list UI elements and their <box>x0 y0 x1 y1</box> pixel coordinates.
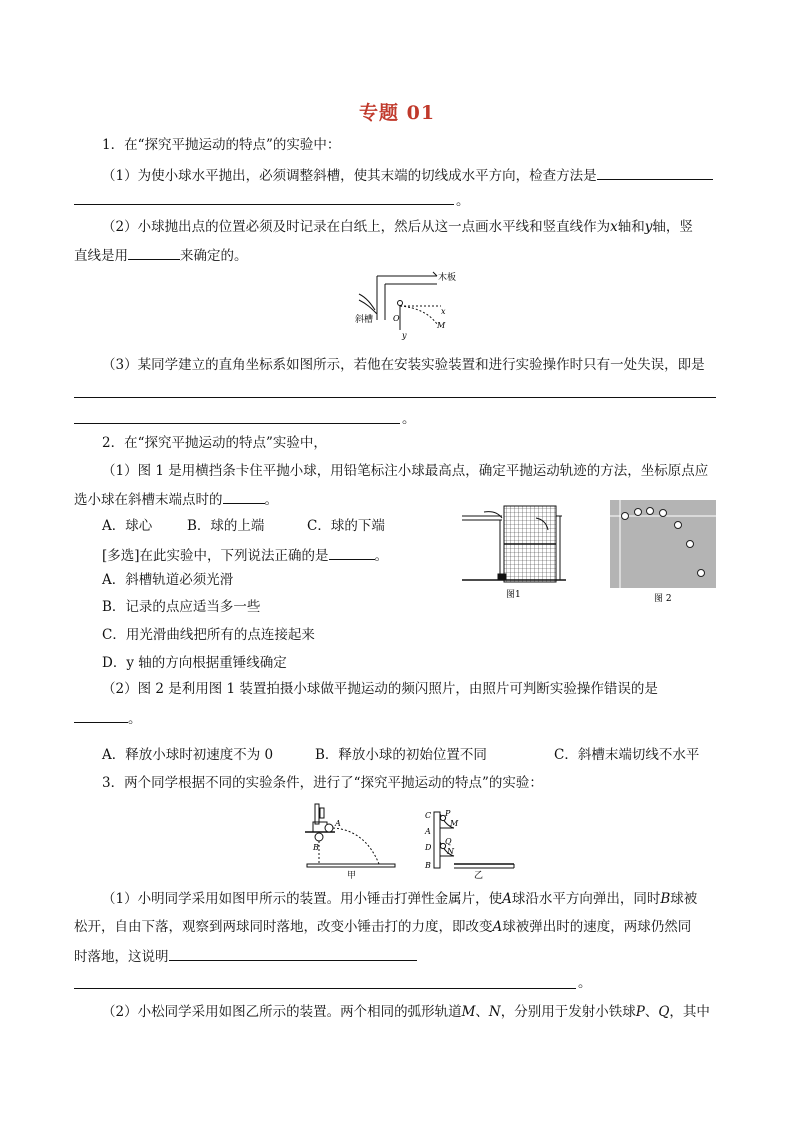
q2-part2-end: 。 <box>128 711 142 727</box>
label-p: P <box>445 809 451 818</box>
q2-stem: 2．在“探究平抛运动的特点”实验中， <box>102 435 327 451</box>
q1-part1 <box>102 165 713 185</box>
sep: 、 <box>644 1004 659 1020</box>
q3-part1-text-c: 球被 <box>670 891 698 907</box>
answer-line[interactable] <box>74 204 454 205</box>
label-b: B <box>425 861 431 870</box>
q2-option-c2: C．用光滑曲线把所有的点连接起来 <box>102 627 315 643</box>
chute-curve <box>484 512 502 518</box>
var-n: N <box>488 1004 501 1020</box>
foot <box>498 574 506 580</box>
var-b: B <box>660 891 671 907</box>
ground <box>307 864 395 867</box>
label-chute: 斜槽 <box>355 315 374 325</box>
vertical-board <box>434 812 440 868</box>
q1-part3: （3）某同学建立的直角坐标系如图所示，若他在安装实验装置和进行实验操作时只有一处失误，即是 <box>102 357 705 373</box>
label-yi: 乙 <box>474 871 484 881</box>
q3-part2-text-c: ，其中 <box>669 1004 710 1020</box>
q2-multi-text: [多选]在此实验中，下列说法正确的是 <box>102 548 329 564</box>
label-a: A <box>335 819 341 828</box>
label-c: C <box>425 811 432 820</box>
ball-a <box>325 824 333 832</box>
q2-part1-end: 。 <box>264 492 278 508</box>
q3-part1-line2 <box>74 918 691 936</box>
label-q: Q <box>445 837 452 846</box>
q3-part1-text-e: 球被弹出时的速度，两球仍然同 <box>502 919 692 935</box>
q1-part2-text-d: 直线是用 <box>74 248 128 264</box>
q2-part1-text: 选小球在斜槽末端点时的 <box>74 492 223 508</box>
q1-part2-line2 <box>74 245 248 265</box>
answer-blank[interactable] <box>74 708 128 723</box>
q3-part1-line3 <box>74 946 417 966</box>
var-q: Q <box>658 1004 670 1020</box>
q3-stem: 3．两个同学根据不同的实验条件，进行了“探究平抛运动的特点”的实验： <box>102 775 543 791</box>
label-m: M <box>450 819 459 828</box>
ball-b <box>315 833 323 841</box>
hammer-handle <box>315 804 319 824</box>
label-wood: 木板 <box>438 273 457 283</box>
q3-part2-text-b: ，分别用于发射小铁球 <box>500 1004 636 1020</box>
q2-option-c3: C．斜槽末端切线不水平 <box>554 747 700 763</box>
q3-part1-text-a: （1）小明同学采用如图甲所示的装置。用小锤击打弹性金属片，使 <box>102 891 503 907</box>
answer-blank[interactable] <box>223 489 265 504</box>
q1-part1-text: （1）为使小球水平抛出，必须调整斜槽，使其末端的切线成水平方向，检查方法是 <box>102 168 597 184</box>
q1-part2-line1 <box>102 218 693 236</box>
trajectory-a <box>333 828 379 864</box>
q2-multi-stem <box>102 545 388 565</box>
q2-multi-end: 。 <box>374 548 389 564</box>
fig1-label: 图1 <box>506 590 521 600</box>
q3-part2-text-a: （2）小松同学采用如图乙所示的装置。两个相同的弧形轨道 <box>102 1004 462 1020</box>
answer-blank[interactable] <box>597 165 713 180</box>
q2-figure-2 <box>610 500 718 608</box>
ball <box>398 301 403 306</box>
page-title: 专题 01 <box>359 102 436 124</box>
chute-curve-2 <box>359 300 377 314</box>
answer-line[interactable] <box>74 423 400 424</box>
trajectory <box>400 306 437 324</box>
q1-part1-end: 。 <box>456 193 470 209</box>
var-a: A <box>502 891 512 907</box>
sep: 、 <box>475 1004 489 1020</box>
axis-x-var: x <box>610 219 618 235</box>
axis-y-var: y <box>644 219 653 235</box>
q2-option-b1: B．球的上端 <box>187 518 265 534</box>
chute-curve-1 <box>359 294 375 310</box>
q2-option-b2: B．记录的点应适当多一些 <box>102 599 261 615</box>
q1-part2-text-b: 轴和 <box>617 219 645 235</box>
label-a: A <box>425 827 431 836</box>
q2-option-c1: C．球的下端 <box>307 518 385 534</box>
q2-option-a3: A．释放小球时初速度不为 0 <box>102 747 274 763</box>
q2-option-a2: A．斜槽轨道必须光滑 <box>102 572 234 588</box>
q1-part3-end: 。 <box>402 411 416 427</box>
label-jia: 甲 <box>347 871 357 881</box>
q2-option-b3: B．释放小球的初始位置不同 <box>315 747 487 763</box>
label-origin: O <box>393 314 400 323</box>
q1-apparatus-figure <box>355 270 465 342</box>
answer-blank[interactable] <box>128 245 180 260</box>
answer-blank[interactable] <box>169 946 417 961</box>
answer-line[interactable] <box>74 988 576 989</box>
label-b: B <box>313 843 319 852</box>
q3-part2 <box>102 1003 710 1021</box>
q2-part1-line1: （1）图 1 是用横挡条卡住平抛小球，用铅笔标注小球最高点，确定平抛运动轨迹的方法，坐标原点应 <box>102 463 709 479</box>
q1-part2-text-c: 轴，竖 <box>652 219 693 235</box>
q1-part2-text-e: 来确定的。 <box>180 248 248 264</box>
var-m: M <box>461 1004 476 1020</box>
label-n: N <box>447 847 454 856</box>
q3-part1-end: 。 <box>578 975 592 991</box>
board-pointer <box>433 272 437 276</box>
q2-part2: （2）图 2 是利用图 1 装置拍摄小球做平抛运动的频闪照片，由照片可判断实验操作错误的是 <box>102 681 658 697</box>
q1-stem: 1．在“探究平抛运动的特点”的实验中： <box>102 137 341 153</box>
q2-part1-line2 <box>74 489 278 509</box>
q2-option-d2: D．y 轴的方向根据重锤线确定 <box>102 655 287 671</box>
q3-figure-jia <box>305 800 397 881</box>
q1-part2-text-a: （2）小球抛出点的位置必须及时记录在白纸上，然后从这一点画水平线和竖直线作为 <box>102 219 611 235</box>
label-x: x <box>441 307 446 316</box>
q3-figure-yi <box>420 806 520 880</box>
answer-blank[interactable] <box>329 545 375 560</box>
answer-line[interactable] <box>74 397 716 398</box>
fig2-label: 图 2 <box>654 594 672 604</box>
label-m: M <box>437 321 446 330</box>
q3-part1-text-b: 球沿水平方向弹出，同时 <box>511 891 661 907</box>
label-y: y <box>402 331 407 340</box>
q2-part2-line2 <box>74 708 142 728</box>
q3-part1-text-d: 松开，自由下落，观察到两球同时落地，改变小锤击打的力度，即改变 <box>74 919 493 935</box>
var-a: A <box>492 919 503 935</box>
label-d: D <box>425 843 432 852</box>
q3-part1-line1 <box>102 890 697 908</box>
q3-part1-text-f: 时落地，这说明 <box>74 949 169 965</box>
var-p: P <box>635 1004 645 1020</box>
q2-option-a1: A．球心 <box>102 518 153 534</box>
q2-figure-1 <box>462 500 572 600</box>
